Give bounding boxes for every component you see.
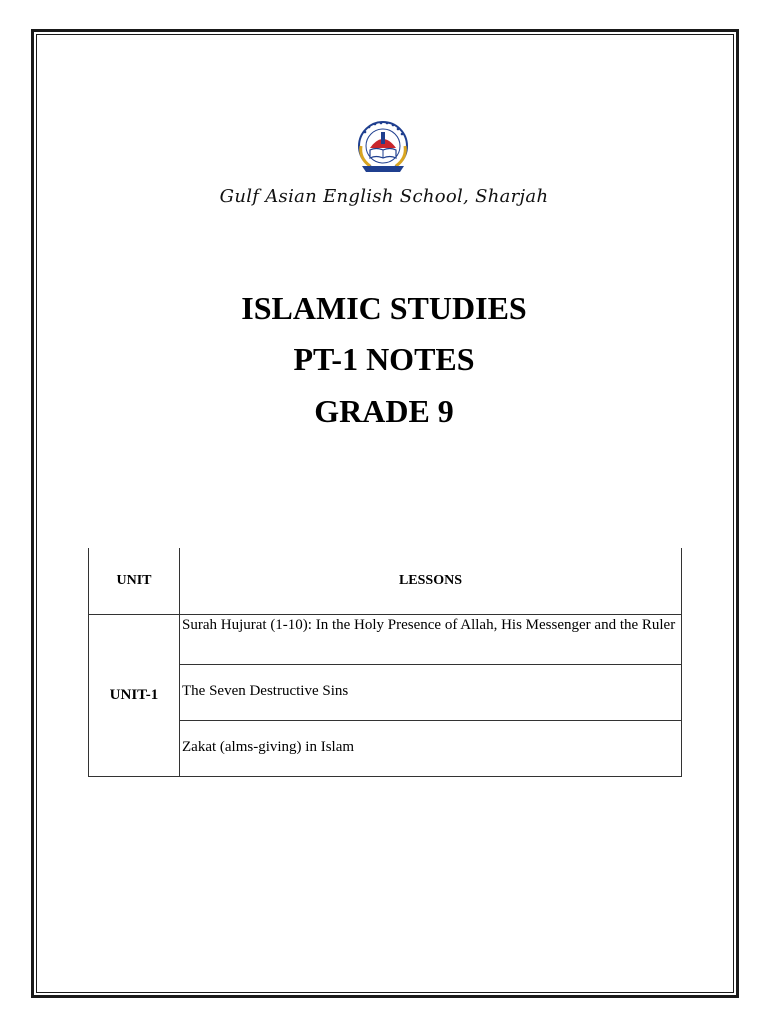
column-header-lessons: LESSONS [180, 548, 682, 615]
document-title-grade: GRADE 9 [314, 393, 454, 429]
school-name: Gulf Asian English School, Sharjah [219, 186, 549, 207]
lessons-table [88, 548, 682, 777]
lesson-cell: Surah Hujurat (1-10): In the Holy Presence of Allah, His Messenger and the Ruler [180, 615, 682, 665]
lesson-cell: The Seven Destructive Sins [180, 665, 682, 721]
lesson-cell: Zakat (alms-giving) in Islam [180, 721, 682, 777]
table-header-row [89, 548, 682, 615]
table-row [89, 615, 682, 665]
unit-cell: UNIT-1 [89, 615, 180, 777]
document-title-subject: ISLAMIC STUDIES [241, 290, 527, 326]
document-title-notes: PT-1 NOTES [293, 341, 475, 377]
school-logo-icon [348, 116, 418, 178]
column-header-unit: UNIT [89, 548, 180, 615]
